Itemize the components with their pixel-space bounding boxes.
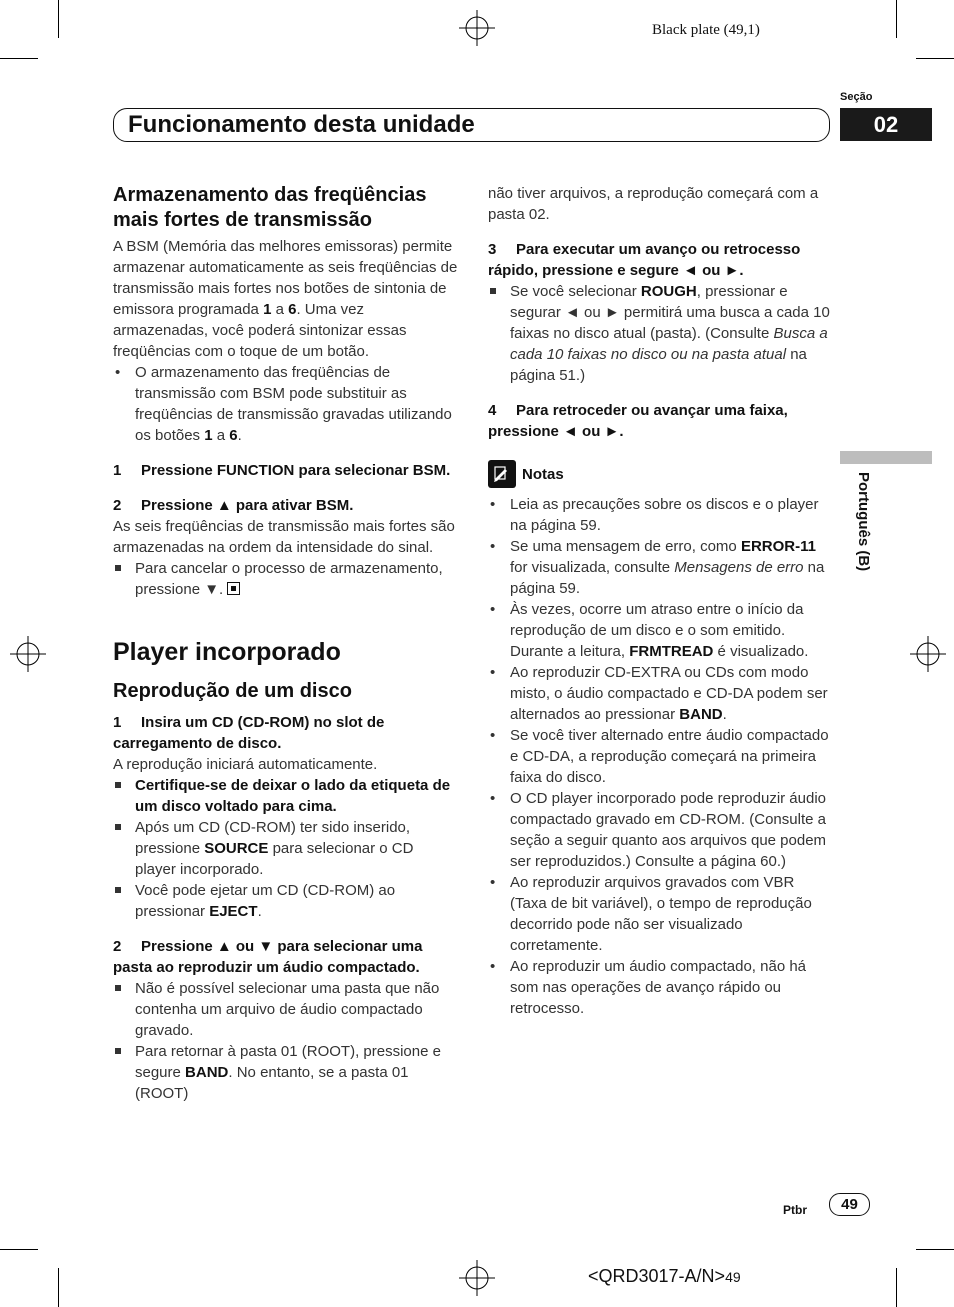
crop-mark (0, 58, 38, 59)
square-bullet-item: Não é possível selecionar uma pasta que não contenha um arquivo de áudio compactado gravado. (113, 978, 458, 1041)
heading-reproducao: Reprodução de um disco (113, 680, 352, 702)
crop-mark (896, 0, 897, 38)
bullet-item: • O armazenamento das freqüências de transmissão com BSM pode substituir as freqüências de transmissão gravadas utilizando os botões 1 a 6. (113, 362, 458, 446)
notes-header (488, 460, 831, 488)
crop-mark (58, 1268, 59, 1307)
heading-player: Player incorporado (113, 638, 341, 666)
note-item: • Ao reproduzir um áudio compactado, não há som nas operações de avanço rápido ou retrocesso. (488, 956, 831, 1019)
step-heading: 2 Pressione ▲ ou ▼ para selecionar uma pasta ao reproduzir um áudio compactado. (113, 938, 423, 976)
language-code: Ptbr (783, 1203, 807, 1217)
step-description: As seis freqüências de transmissão mais fortes são armazenadas na ordem da intensidade do sinal. (113, 518, 455, 556)
step-heading: 4 Para retroceder ou avançar uma faixa, pressione ◄ ou ►. (488, 402, 788, 440)
heading-bsm: Armazenamento das freqüências mais fortes de transmissão (113, 184, 427, 231)
section-label: Seção (840, 91, 873, 103)
step-heading: 3 Para executar um avanço ou retrocesso rápido, pressione e segure ◄ ou ►. (488, 241, 801, 279)
side-language-tab (840, 451, 932, 464)
continued-text: não tiver arquivos, a reprodução começará com a pasta 02. (488, 185, 819, 223)
registration-mark-icon (459, 10, 495, 46)
section-number: 02 (840, 108, 932, 141)
note-item: • Ao reproduzir arquivos gravados com VBR (Taxa de bit variável), o tempo de reprodução decorrido pode não ser visualizado corretamente. (488, 872, 831, 956)
note-pencil-icon (488, 460, 516, 488)
document-code: <QRD3017-A/N>49 (588, 1266, 741, 1286)
crop-mark (0, 1249, 38, 1250)
crop-mark (58, 0, 59, 38)
right-column (488, 183, 831, 1019)
left-column (113, 183, 458, 1104)
page-header-title: Funcionamento desta unidade (113, 108, 830, 142)
registration-mark-icon (459, 1260, 495, 1296)
crop-mark (896, 1268, 897, 1307)
note-item: • Ao reproduzir CD-EXTRA ou CDs com modo misto, o áudio compactado e CD-DA podem ser alternados ao pressionar BAND. (488, 662, 831, 725)
crop-mark (916, 1249, 954, 1250)
square-bullet-item: Você pode ejetar um CD (CD-ROM) ao pressionar EJECT. (113, 880, 458, 922)
step-description: A reprodução iniciará automaticamente. (113, 756, 378, 773)
notes-title: Notas (522, 465, 564, 483)
end-mark-icon (227, 582, 240, 595)
step-heading: 2 Pressione ▲ para ativar BSM. (113, 497, 354, 514)
crop-mark (916, 58, 954, 59)
registration-mark-icon (910, 636, 946, 672)
note-item: • O CD player incorporado pode reproduzir áudio compactado gravado em CD-ROM. (Consulte a seção a seguir quanto aos arquivos que podem ser reproduzidos.) Consulte a página 60.) (488, 788, 831, 872)
plate-label: Black plate (49,1) (652, 22, 760, 38)
square-bullet-item: Após um CD (CD-ROM) ter sido inserido, pressione SOURCE para selecionar o CD player incorporado. (113, 817, 458, 880)
note-item: • Se você tiver alternado entre áudio compactado e CD-DA, a reprodução começará na primeira faixa do disco. (488, 725, 831, 788)
square-bullet-item: Para cancelar o processo de armazenamento, pressione ▼. (113, 558, 458, 600)
paragraph-bsm: A BSM (Memória das melhores emissoras) permite armazenar automaticamente as seis freqüências de transmissão mais fortes nos botões de sintonia de emissora programada 1 a 6. Uma vez armazenadas, você poderá sintonizar essas freqüências com o toque de um botão. (113, 238, 458, 360)
note-item: • Se uma mensagem de erro, como ERROR-11 for visualizada, consulte Mensagens de erro na página 59. (488, 536, 831, 599)
side-language-label: Português (B) (855, 472, 872, 572)
square-bullet-item: Para retornar à pasta 01 (ROOT), pressione e segure BAND. No entanto, se a pasta 01 (ROOT) (113, 1041, 458, 1104)
note-item: • Às vezes, ocorre um atraso entre o início da reprodução de um disco e o som emitido. Durante a leitura, FRMTREAD é visualizado. (488, 599, 831, 662)
step-heading: 1 Pressione FUNCTION para selecionar BSM. (113, 462, 451, 479)
step-heading: 1 Insira um CD (CD-ROM) no slot de carregamento de disco. (113, 714, 385, 752)
registration-mark-icon (10, 636, 46, 672)
note-item: • Leia as precauções sobre os discos e o player na página 59. (488, 494, 831, 536)
square-bullet-item: Se você selecionar ROUGH, pressionar e segurar ◄ ou ► permitirá uma busca a cada 10 faixas no disco atual (pasta). (Consulte Busca a cada 10 faixas no disco ou na pasta atual na página 51.) (488, 281, 831, 386)
page-number: 49 (829, 1193, 870, 1216)
square-bullet-item: Certifique-se de deixar o lado da etiqueta de um disco voltado para cima. (113, 775, 458, 817)
